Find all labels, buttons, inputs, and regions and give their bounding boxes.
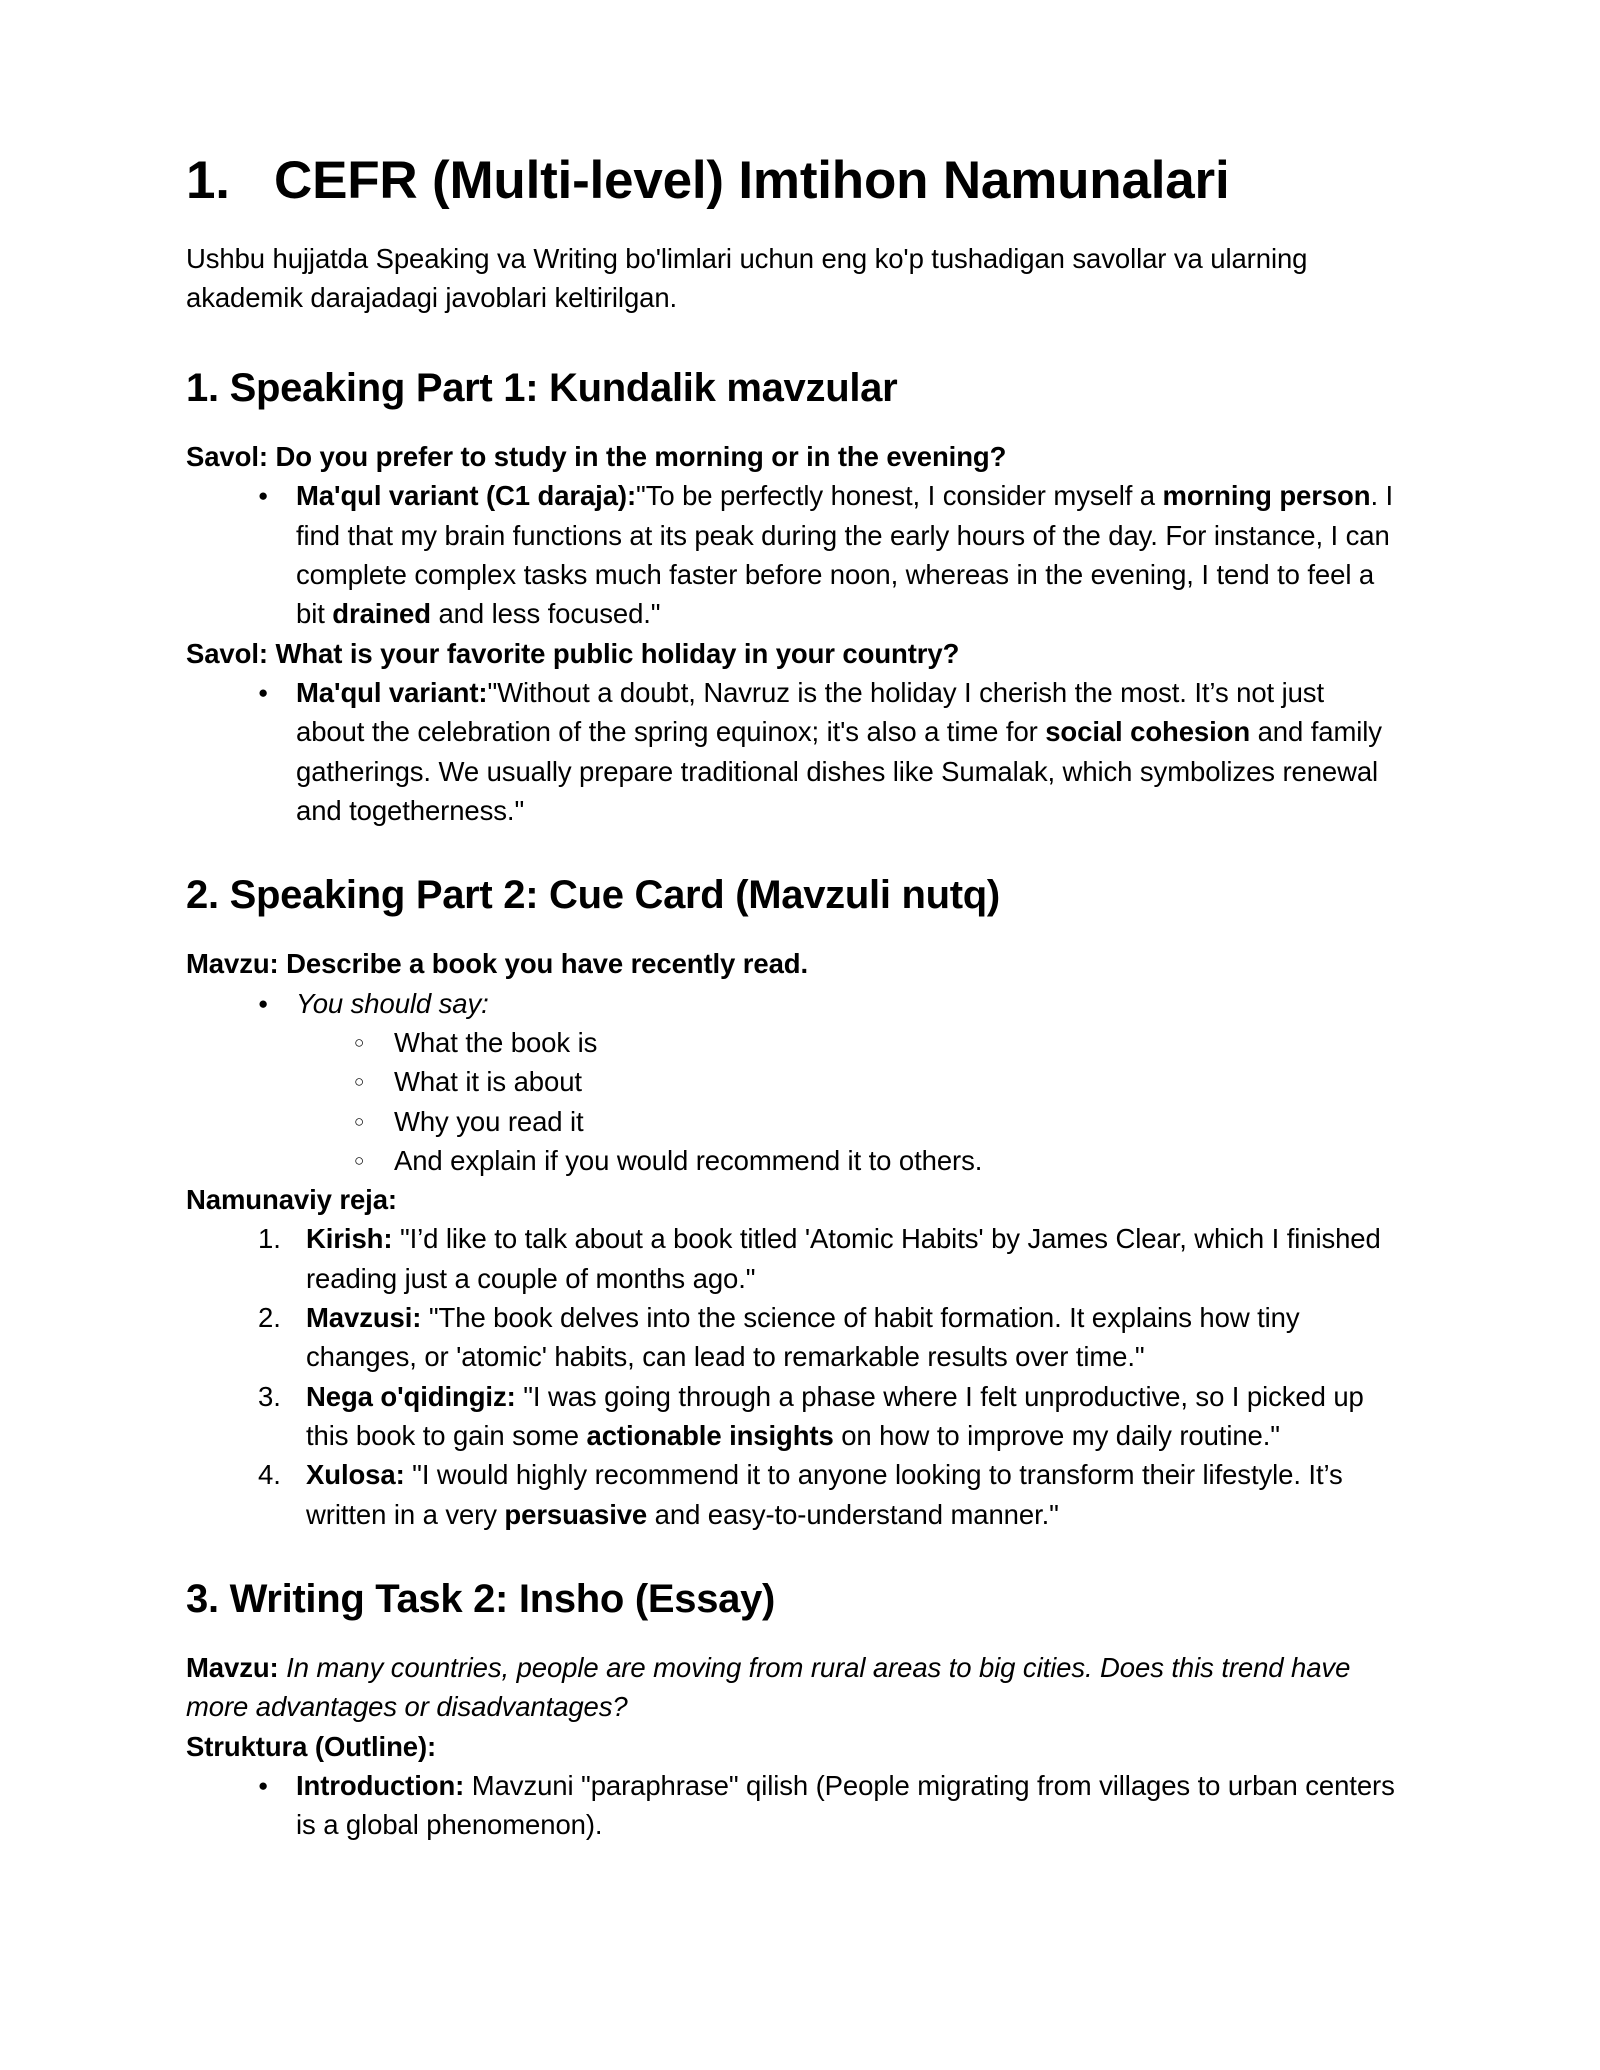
- title-text: CEFR (Multi-level) Imtihon Namunalari: [274, 151, 1230, 210]
- answer-text-part-2: . I find that my brain functions at its peak during the early hours of the day. For instance, I can complete complex tasks much faster before noon, whereas in the evening, I tend to feel a bit: [296, 480, 1394, 630]
- answer-text-part-3: and less focused.": [430, 598, 661, 630]
- answer-label: Ma'qul variant:: [296, 677, 488, 709]
- answer-text-part-1: "Without a doubt, Navruz is the holiday I cherish the most. It’s not just about the celebration of the spring equinox; it's also a time for: [296, 677, 1324, 748]
- list-item: [258, 1377, 1396, 1456]
- cue-card-lead: You should say:: [296, 987, 489, 1019]
- plan-item-label: Mavzusi:: [306, 1302, 422, 1334]
- title-number: 1.: [186, 151, 230, 210]
- plan-item-emphasis: actionable insights: [586, 1420, 834, 1452]
- plan-item-text-part-1: "I would highly recommend it to anyone looking to transform their lifestyle. It’s written in a very: [306, 1459, 1343, 1530]
- section-heading-speaking-part-1: 1. Speaking Part 1: Kundalik mavzular: [186, 366, 898, 411]
- plan-item-text-part-2: and easy-to-understand manner.": [647, 1498, 1059, 1530]
- question-2-answer-list: [186, 673, 1396, 830]
- cue-card-topic-text: Mavzu: Describe a book you have recently read.: [186, 948, 809, 980]
- cue-card-list: [186, 984, 1396, 1181]
- list-item: ○ What it is about: [354, 1062, 1396, 1101]
- essay-topic-label: Mavzu:: [186, 1651, 279, 1683]
- list-item: [258, 1219, 1396, 1298]
- list-item: [258, 1455, 1396, 1534]
- sample-plan-text: Namunaviy reja:: [186, 1184, 397, 1216]
- answer-emphasis-social-cohesion: social cohesion: [1045, 716, 1251, 748]
- essay-topic-text: In many countries, people are moving from rural areas to big cities. Does this trend have more advantages or disadvantages?: [186, 1651, 1351, 1723]
- sample-plan-label: [186, 1180, 1396, 1219]
- essay-structure-line: [186, 1727, 1396, 1766]
- plan-item-label: Xulosa:: [306, 1459, 405, 1491]
- plan-item-text-part-2: on how to improve my daily routine.": [833, 1420, 1280, 1452]
- list-item: [258, 1298, 1396, 1377]
- section-heading-speaking-part-2: 2. Speaking Part 2: Cue Card (Mavzuli nutq): [186, 873, 1000, 918]
- cue-card-topic-label: [186, 944, 1396, 983]
- list-item: [258, 476, 1396, 633]
- question-1-text: Savol: Do you prefer to study in the morning or in the evening?: [186, 441, 1007, 473]
- answer-text-part-1: "To be perfectly honest, I consider myself a: [636, 480, 1163, 512]
- plan-item-emphasis: persuasive: [504, 1498, 648, 1530]
- list-item: [258, 673, 1396, 830]
- answer-emphasis-drained: drained: [332, 598, 431, 630]
- section-heading-writing-task-2: 3. Writing Task 2: Insho (Essay): [186, 1576, 776, 1621]
- outline-item-label: Introduction:: [296, 1769, 465, 1801]
- answer-text-part-2: and family gatherings. We usually prepare traditional dishes like Sumalak, which symbolizes renewal and togetherness.": [296, 716, 1382, 826]
- plan-item-label: Kirish:: [306, 1223, 393, 1255]
- list-item: [258, 984, 1396, 1181]
- plan-item-text-part-1: "I was going through a phase where I felt unproductive, so I picked up this book to gain some: [306, 1380, 1364, 1452]
- plan-item-text: "I’d like to talk about a book titled 'Atomic Habits' by James Clear, which I finished reading just a couple of months ago.": [306, 1223, 1381, 1294]
- list-item: ○ And explain if you would recommend it to others.: [354, 1141, 1396, 1180]
- answer-label: Ma'qul variant (C1 daraja):: [296, 480, 637, 512]
- question-1-answer-list: [186, 476, 1396, 633]
- plan-item-label: Nega o'qidingiz:: [306, 1380, 516, 1412]
- essay-topic-line: [186, 1648, 1396, 1727]
- intro-paragraph: Ushbu hujjatda Speaking va Writing bo'limlari uchun eng ko'p tushadigan savollar va ularning akademik darajadagi javoblari keltirilgan.: [186, 242, 1308, 313]
- cue-card-sub-list: [296, 1023, 1396, 1180]
- sample-plan-list: [186, 1219, 1396, 1534]
- list-item: ○ Why you read it: [354, 1102, 1396, 1141]
- essay-outline-list: [186, 1766, 1396, 1845]
- essay-structure-label: Struktura (Outline):: [186, 1730, 437, 1762]
- list-item: ○ What the book is: [354, 1023, 1396, 1062]
- outline-item-text: Mavzuni "paraphrase" qilish (People migrating from villages to urban centers is a global phenomenon).: [296, 1769, 1395, 1841]
- answer-emphasis-morning-person: morning person: [1162, 480, 1371, 512]
- question-2-text: Savol: What is your favorite public holiday in your country?: [186, 637, 960, 669]
- question-1-label: [186, 437, 1396, 476]
- page-title: [186, 150, 1396, 213]
- list-item: [258, 1766, 1396, 1845]
- question-2-label: [186, 634, 1396, 673]
- plan-item-text: "The book delves into the science of habit formation. It explains how tiny changes, or 'atomic' habits, can lead to remarkable results over time.": [306, 1302, 1300, 1373]
- document-content: [186, 150, 1396, 1845]
